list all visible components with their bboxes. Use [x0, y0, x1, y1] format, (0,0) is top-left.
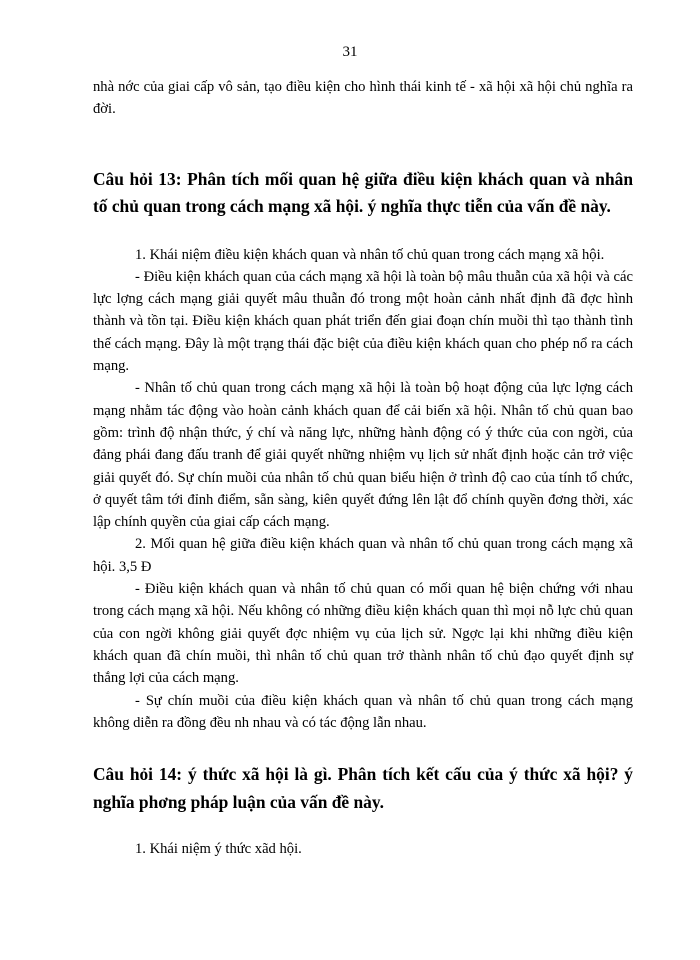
intro-paragraph: nhà nớc của giai cấp vô sản, tạo điều kiện cho hình thái kinh tế - xã hội xã hội chủ nghĩa ra đời.: [93, 79, 633, 118]
question-13-heading: Câu hỏi 13: Phân tích mối quan hệ giữa điều kiện khách quan và nhân tố chủ quan trong cách mạng xã hội. ý nghĩa thực tiễn của vấn đề này.: [93, 168, 633, 217]
page-content: [93, 76, 633, 860]
q14-concept-heading: 1. Khái niệm ý thức xãd hội.: [135, 841, 302, 858]
q13-concept-heading: 1. Khái niệm điều kiện khách quan và nhân tố chủ quan trong cách mạng xã hội.: [135, 246, 605, 263]
question-14-heading: Câu hỏi 14: ý thức xã hội là gì. Phân tích kết cấu của ý thức xã hội? ý nghĩa phơng pháp luận của vấn đề này.: [93, 764, 633, 812]
q13-dialectical-paragraph: - Điều kiện khách quan và nhân tố chủ quan có mối quan hệ biện chứng với nhau trong cách mạng xã hội. Nếu không có những điều kiện khách quan thì mọi nỗ lực chủ quan của con ngời không giải quyết đợc nhiệm vụ của lịch sử. Ngợc lại khi những điều kiện khách quan đã chín muồi, thì nhân tố chủ quan trở thành nhân tố chủ đạo quyết định sự thắng lợi của cách mạng.: [93, 581, 633, 687]
q13-relationship-heading: 2. Mối quan hệ giữa điều kiện khách quan và nhân tố chủ quan trong cách mạng xã hội. 3,5 Đ: [93, 536, 633, 575]
q13-subjective-factor-paragraph: - Nhân tố chủ quan trong cách mạng xã hội là toàn bộ hoạt động của lực lợng cách mạng nhằm tác động vào hoàn cảnh khách quan để cải biến xã hội. Nhân tố chủ quan bao gồm: trình độ nhận thức, ý chí và năng lực, những hành động có ý thức của con ngời, của đảng phái đang đấu tranh để giải quyết những nhiệm vụ lịch sử nhất định hoặc cản trở việc giải quyết đó. Sự chín muồi của nhân tố chủ quan biểu hiện ở trình độ cao của tính tổ chức, ở quyết tâm tới đỉnh điểm, sẵn sàng, kiên quyết đứng lên lật đổ chính quyền đơng thời, xác lập chính quyền của giai cấp cách mạng.: [93, 380, 633, 531]
q13-objective-conditions-paragraph: - Điều kiện khách quan của cách mạng xã hội là toàn bộ mâu thuẫn của xã hội và các lực lợng cách mạng giải quyết mâu thuẫn đó trong một hoàn cảnh nhất định đã đợc hình thành và tồn tại. Điều kiện khách quan phát triển đến giai đoạn chín muồi thì tạo thành tình thế cách mạng. Đây là một trạng thái đặc biệt của điều kiện khách quan cho phép nổ ra cách mạng.: [93, 268, 633, 375]
question-14-section: [93, 761, 633, 860]
page-number: 31: [342, 44, 358, 60]
question-13-section: [93, 166, 633, 735]
q13-maturity-paragraph: - Sự chín muồi của điều kiện khách quan và nhân tố chủ quan trong cách mạng không diễn ra đồng đều nh nhau và có tác động lẫn nhau.: [93, 692, 633, 731]
